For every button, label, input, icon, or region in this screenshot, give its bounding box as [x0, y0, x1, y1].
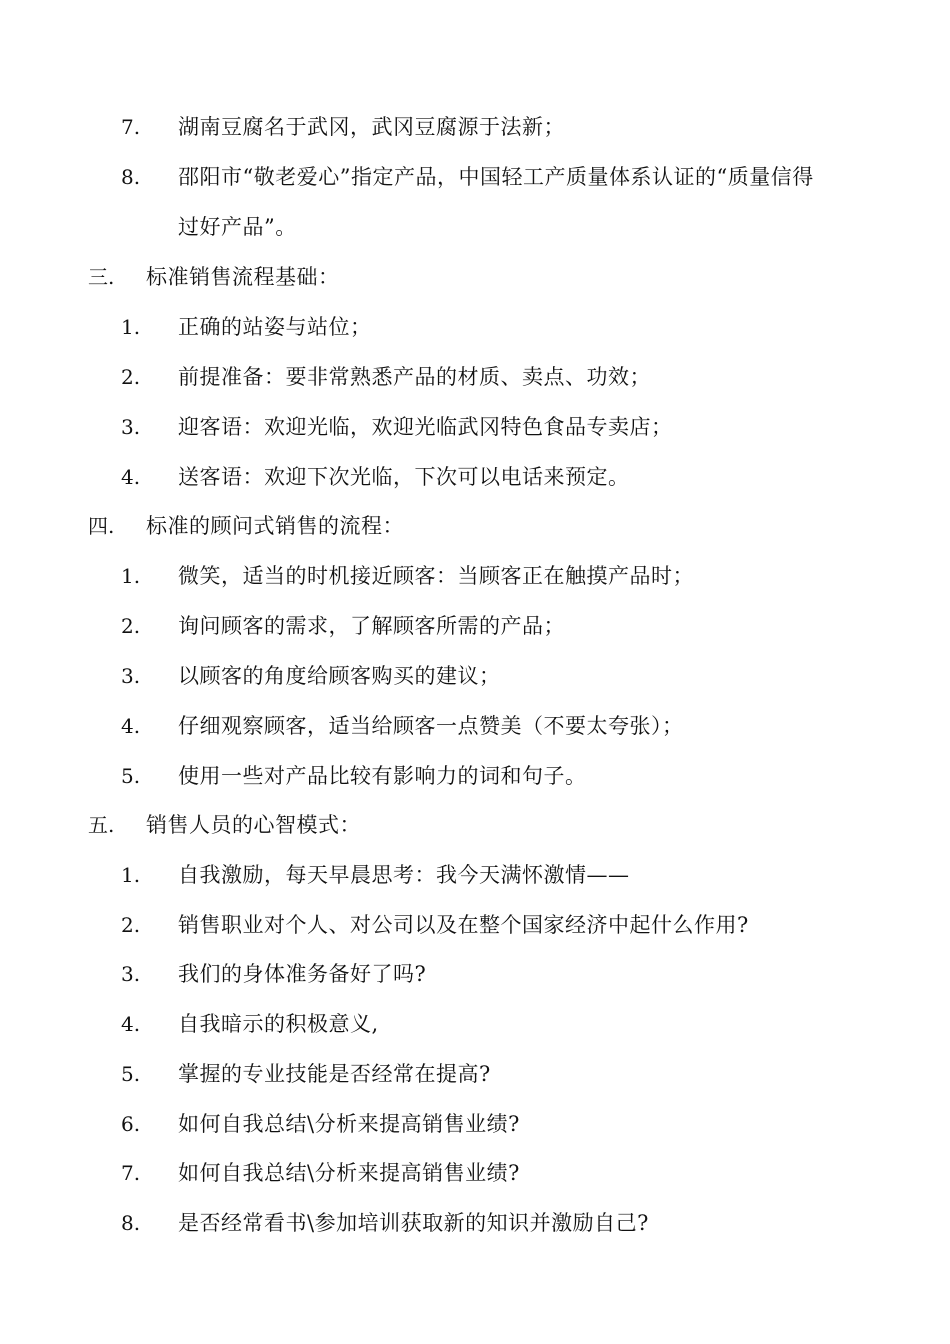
item-text: 销售职业对个人、对公司以及在整个国家经济中起什么作用? [178, 913, 749, 937]
item-number: 8. [121, 165, 141, 189]
item-number: 5. [121, 764, 141, 788]
item-number: 3. [121, 664, 141, 688]
item-number: 2. [121, 614, 141, 638]
item-text: 仔细观察顾客，适当给顾客一点赞美（不要太夸张）； [178, 714, 684, 738]
item-text: 以顾客的角度给顾客购买的建议； [178, 664, 501, 688]
item-text: 自我暗示的积极意义, [178, 1012, 379, 1036]
item-number: 4. [121, 465, 141, 489]
item-number: 8. [121, 1211, 141, 1235]
item-number: 1. [121, 863, 141, 887]
item-text: 送客语：欢迎下次光临，下次可以电话来预定。 [178, 465, 630, 489]
item-text: 如何自我总结\分析来提高销售业绩? [178, 1112, 520, 1136]
item-number: 4. [121, 714, 141, 738]
item-text: 湖南豆腐名于武冈，武冈豆腐源于法新； [178, 115, 565, 139]
item-number: 2. [121, 913, 141, 937]
item-number: 3. [121, 962, 141, 986]
item-number: 7. [121, 115, 141, 139]
item-number: 4. [121, 1012, 141, 1036]
item-text: 掌握的专业技能是否经常在提高? [178, 1062, 491, 1086]
section-title: 标准销售流程基础： [146, 265, 340, 289]
section-title: 标准的顾问式销售的流程： [146, 514, 404, 538]
item-text: 是否经常看书\参加培训获取新的知识并激励自己? [178, 1211, 649, 1235]
item-text: 迎客语：欢迎光临，欢迎光临武冈特色食品专卖店； [178, 415, 673, 439]
item-number: 5. [121, 1062, 141, 1086]
item-number: 3. [121, 415, 141, 439]
item-text: 前提准备：要非常熟悉产品的材质、卖点、功效； [178, 365, 651, 389]
item-text: 使用一些对产品比较有影响力的词和句子。 [178, 764, 587, 788]
section-number: 四. [88, 514, 115, 538]
section-number: 三. [88, 265, 115, 289]
item-number: 6. [121, 1112, 141, 1136]
item-text: 询问顾客的需求，了解顾客所需的产品； [178, 614, 565, 638]
item-text: 正确的站姿与站位； [178, 315, 372, 339]
item-text: 邵阳市“敬老爱心”指定产品，中国轻工产质量体系认证的“质量信得 [178, 165, 814, 189]
item-text: 自我激励，每天早晨思考：我今天满怀激情—— [178, 863, 630, 887]
section-title: 销售人员的心智模式： [146, 813, 361, 837]
item-number: 2. [121, 365, 141, 389]
item-text: 如何自我总结\分析来提高销售业绩? [178, 1161, 520, 1185]
item-text: 我们的身体准务备好了吗? [178, 962, 427, 986]
section-number: 五. [88, 813, 115, 837]
item-text: 微笑，适当的时机接近顾客：当顾客正在触摸产品时； [178, 564, 694, 588]
item-number: 1. [121, 564, 141, 588]
item-number: 7. [121, 1161, 141, 1185]
item-text-continuation: 过好产品”。 [178, 215, 297, 239]
item-number: 1. [121, 315, 141, 339]
